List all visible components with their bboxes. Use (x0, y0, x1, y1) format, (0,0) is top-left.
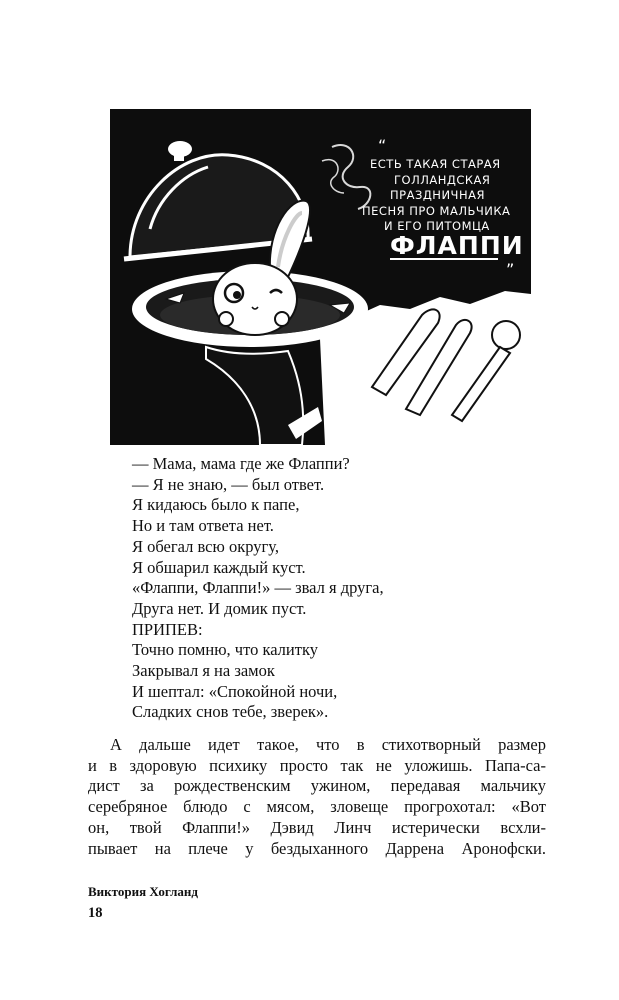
quote-line: И ЕГО ПИТОМЦА (384, 219, 490, 233)
poem-line: Я кидаюсь было к папе, (132, 495, 300, 515)
poem (132, 454, 552, 723)
poem-line: — Мама, мама где же Флаппи? (132, 454, 350, 473)
running-footer-author: Виктория Хогланд (88, 884, 198, 899)
poem-line: Закрывал я на замок (132, 661, 275, 681)
prose-line: он, твой Флаппи!» Дэвид Линч истерически всхли- (88, 817, 546, 837)
quote-line: ПЕСНЯ ПРО МАЛЬЧИКА (362, 204, 511, 218)
prose-line: А дальше идет такое, что в стихотворный размер (110, 735, 546, 754)
prose-paragraph (88, 735, 546, 859)
poem-line: «Флаппи, Флаппи!» — звал я друга, (132, 578, 384, 598)
quote-close-mark: ” (506, 260, 515, 279)
poem-line: Но и там ответа нет. (132, 516, 274, 536)
poem-line: Друга нет. И домик пуст. (132, 598, 307, 618)
poem-line: Я обегал всю округу, (132, 536, 279, 556)
prose-line: дист за рождественским ужином, передавая мальчику (88, 776, 546, 796)
prose-line: серебряное блюдо с мясом, зловеще прогрохотал: «Вот (88, 797, 546, 817)
quote-highlight: ФЛАППИ (390, 231, 524, 260)
poem-line: Сладких снов тебе, зверек». (132, 702, 329, 722)
quote-line: ЕСТЬ ТАКАЯ СТАРАЯ (370, 157, 501, 171)
prose-line: пывает на плече у бездыханного Даррена Аронофски. (88, 838, 546, 858)
illustration (110, 109, 531, 445)
quote-line: ПРАЗДНИЧНАЯ (390, 188, 485, 202)
poem-line: Я обшарил каждый куст. (132, 557, 306, 577)
poem-line: И шептал: «Спокойной ночи, (132, 681, 338, 701)
prose-line: и в здоровую психику просто так не уложишь. Папа-са- (88, 755, 546, 775)
poem-line: — Я не знаю, — был ответ. (132, 474, 325, 494)
poem-chorus-label: ПРИПЕВ: (132, 619, 203, 639)
quote-line: ГОЛЛАНДСКАЯ (394, 173, 491, 187)
quote-open-mark: “ (378, 136, 387, 155)
cutlery-icon (372, 309, 520, 421)
page-number: 18 (88, 905, 103, 921)
poem-line: Точно помню, что калитку (132, 640, 318, 660)
